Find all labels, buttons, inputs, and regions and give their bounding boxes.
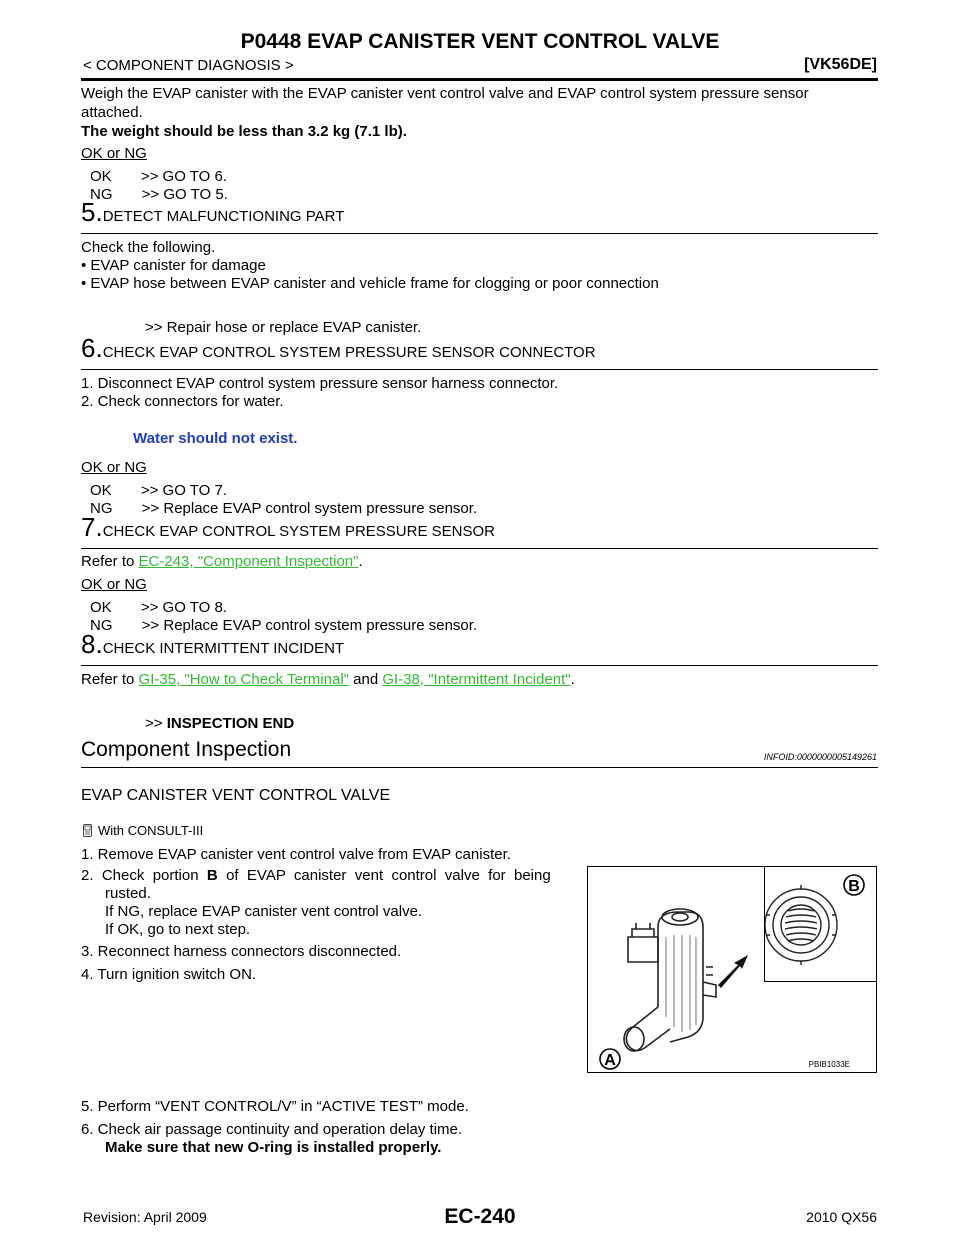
step-6-ok-ng: OK or NG <box>81 459 147 476</box>
s2-prefix: 2. Check portion <box>81 867 207 884</box>
refer-suffix: . <box>358 553 363 570</box>
step-7-ng: NG >> Replace EVAP control system pressure sensor. <box>90 617 478 634</box>
comp-step-6-note: Make sure that new O-ring is installed properly. <box>105 1139 442 1156</box>
comp-step-2d: If OK, go to next step. <box>105 921 251 938</box>
comp-step-4: 4. Turn ignition switch ON. <box>81 966 257 983</box>
component-subheading: EVAP CANISTER VENT CONTROL VALVE <box>81 787 391 804</box>
refer-prefix: Refer to <box>81 671 139 688</box>
step-8-end <box>145 715 294 733</box>
step-number: 7. <box>81 512 103 542</box>
label-a: A <box>604 1052 616 1069</box>
comp-step-2b: rusted. <box>105 885 151 902</box>
step-5-heading <box>81 197 345 227</box>
intro-ok-ng: OK or NG <box>81 145 147 162</box>
s2-suffix: of EVAP canister vent control valve for being <box>217 867 551 884</box>
step-number: 6. <box>81 333 103 363</box>
header-rule <box>81 78 878 81</box>
section-rule <box>81 767 878 768</box>
comp-step-2a <box>81 867 551 885</box>
step-number: 5. <box>81 197 103 227</box>
info-id: INFOID:0000000005149261 <box>763 752 877 762</box>
intro-line-1: Weigh the EVAP canister with the EVAP canister vent control valve and EVAP control system pressure sensor <box>81 85 809 102</box>
comp-step-5: 5. Perform “VENT CONTROL/V” in “ACTIVE TEST” mode. <box>81 1098 469 1115</box>
breadcrumb: < COMPONENT DIAGNOSIS > <box>83 57 294 74</box>
step-6-item-2: 2. Check connectors for water. <box>81 393 284 410</box>
step-5-text: Check the following. <box>81 239 216 256</box>
component-inspection-link[interactable]: EC-243, "Component Inspection" <box>138 553 359 570</box>
intro-spec: The weight should be less than 3.2 kg (7.1 lb). <box>81 123 407 140</box>
how-to-check-terminal-link[interactable]: GI-35, "How to Check Terminal" <box>138 671 349 688</box>
page-number: EC-240 <box>444 1205 516 1228</box>
inset-frame <box>764 866 876 982</box>
step-6-heading <box>81 333 596 363</box>
footer-revision: Revision: April 2009 <box>83 1209 207 1225</box>
step-5-result: >> Repair hose or replace EVAP canister. <box>145 319 422 336</box>
intro-ng: NG >> GO TO 5. <box>90 186 228 203</box>
comp-step-1: 1. Remove EVAP canister vent control valve from EVAP canister. <box>81 846 511 863</box>
step-title: DETECT MALFUNCTIONING PART <box>102 208 345 225</box>
consult-tool-icon <box>81 824 94 837</box>
step-title: CHECK EVAP CONTROL SYSTEM PRESSURE SENSOR CONNECTOR <box>102 344 596 361</box>
refer-prefix: Refer to <box>81 553 139 570</box>
step-title: CHECK INTERMITTENT INCIDENT <box>102 640 345 657</box>
step-7-heading <box>81 512 495 542</box>
step-6-ok: OK >> GO TO 7. <box>90 482 227 499</box>
step-rule <box>81 369 878 370</box>
intermittent-incident-link[interactable]: GI-38, "Intermittent Incident" <box>382 671 571 688</box>
comp-step-6: 6. Check air passage continuity and operation delay time. <box>81 1121 463 1138</box>
step-5-bullet-1: • EVAP canister for damage <box>81 257 266 274</box>
intro-ok: OK >> GO TO 6. <box>90 168 227 185</box>
end-prefix: >> <box>145 715 167 732</box>
comp-step-3: 3. Reconnect harness connectors disconnected. <box>81 943 402 960</box>
step-rule <box>81 233 878 234</box>
step-title: CHECK EVAP CONTROL SYSTEM PRESSURE SENSOR <box>102 523 495 540</box>
step-6-ng: NG >> Replace EVAP control system pressure sensor. <box>90 500 478 517</box>
step-7-ok: OK >> GO TO 8. <box>90 599 227 616</box>
step-7-refer <box>81 553 363 571</box>
comp-step-2c: If NG, replace EVAP canister vent control valve. <box>105 903 423 920</box>
and-text: and <box>348 671 383 688</box>
step-rule <box>81 548 878 549</box>
portion-b-label: B <box>206 867 218 884</box>
model-code: [VK56DE] <box>804 56 877 73</box>
footer-model: 2010 QX56 <box>806 1209 877 1225</box>
step-8-refer <box>81 671 575 689</box>
inspection-end: INSPECTION END <box>166 715 295 732</box>
step-8-heading <box>81 629 345 659</box>
component-inspection-heading: Component Inspection <box>81 738 292 761</box>
refer-suffix: . <box>570 671 575 688</box>
with-consult-text: With CONSULT-III <box>98 823 204 838</box>
step-number: 8. <box>81 629 103 659</box>
step-7-ok-ng: OK or NG <box>81 576 147 593</box>
page-title: P0448 EVAP CANISTER VENT CONTROL VALVE <box>240 30 720 53</box>
label-b: B <box>848 878 860 895</box>
step-6-spec: Water should not exist. <box>133 430 298 447</box>
figure-code: PBIB1033E <box>808 1060 850 1069</box>
intro-line-2: attached. <box>81 104 143 121</box>
step-6-item-1: 1. Disconnect EVAP control system pressure sensor harness connector. <box>81 375 559 392</box>
with-consult-line <box>81 822 203 840</box>
step-5-bullet-2: • EVAP hose between EVAP canister and vehicle frame for clogging or poor connection <box>81 275 659 292</box>
step-rule <box>81 665 878 666</box>
